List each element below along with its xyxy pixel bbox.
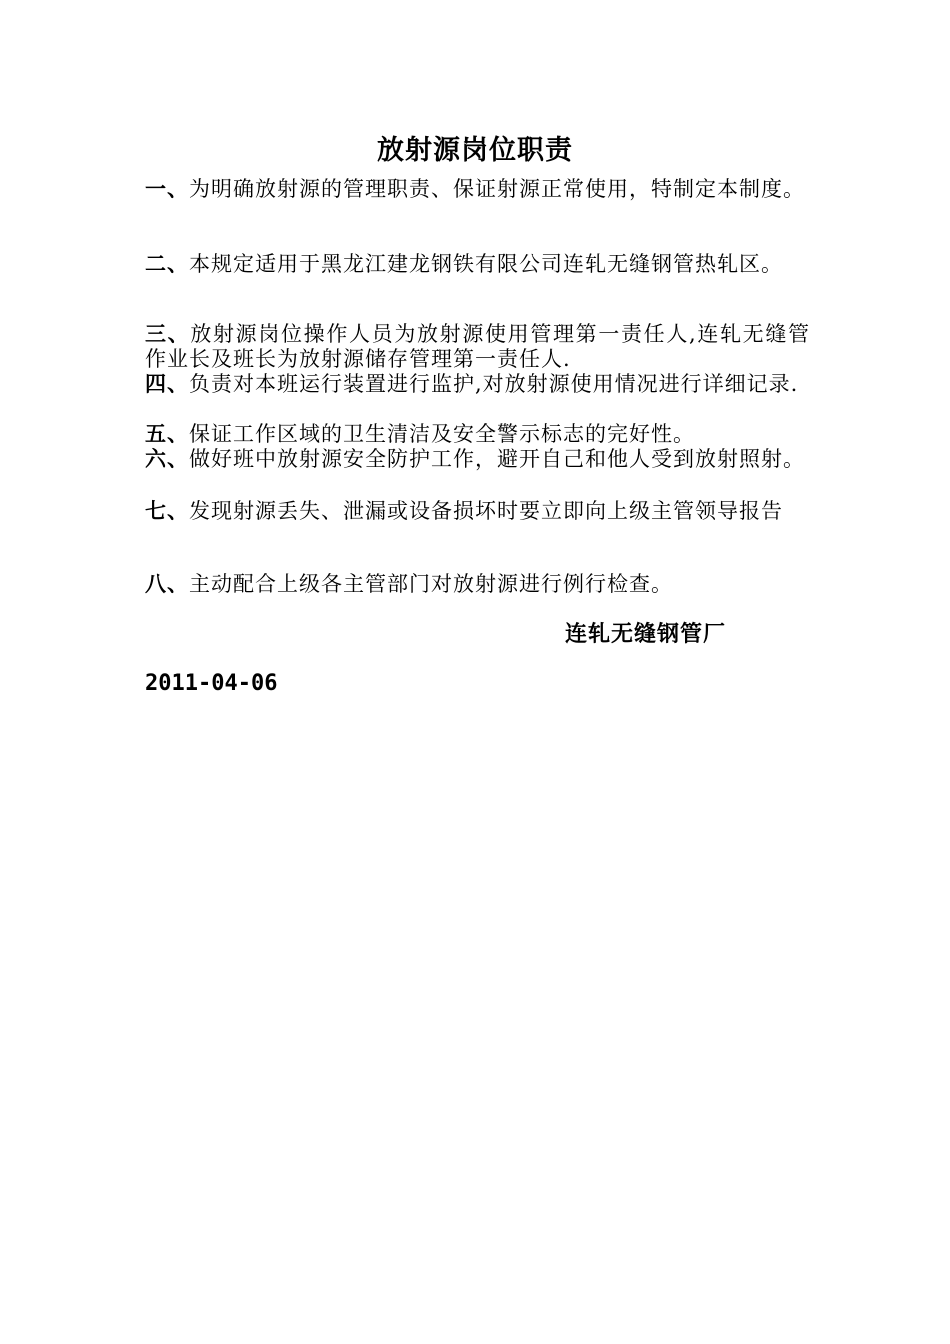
clause-4 [145, 371, 810, 397]
clause-6 [145, 446, 810, 472]
clause-text: 负责对本班运行装置进行监护,对放射源使用情况进行详细记录. [189, 372, 799, 396]
clause-text: 发现射源丢失、泄漏或设备损坏时要立即向上级主管领导报告 [189, 499, 783, 523]
clause-text: 为明确放射源的管理职责、保证射源正常使用，特制定本制度。 [189, 177, 805, 201]
clause-number: 五、 [145, 421, 189, 446]
clause-5 [145, 421, 810, 447]
clause-number: 四、 [145, 371, 189, 396]
document-title: 放射源岗位职责 [377, 135, 573, 166]
clause-text: 主动配合上级各主管部门对放射源进行例行检查。 [189, 572, 673, 596]
clause-number: 三、 [145, 321, 191, 346]
clause-number: 八、 [145, 571, 189, 596]
clause-number: 六、 [145, 446, 189, 471]
clause-number: 一、 [145, 176, 189, 201]
clause-text: 本规定适用于黑龙江建龙钢铁有限公司连轧无缝钢管热轧区。 [189, 252, 783, 276]
clause-text: 放射源岗位操作人员为放射源使用管理第一责任人,连轧无缝管作业长及班长为放射源储存管理第一责任人. [145, 322, 810, 371]
signature-organization: 连轧无缝钢管厂 [565, 621, 727, 647]
clause-1 [145, 170, 810, 208]
clause-text: 做好班中放射源安全防护工作，避开自己和他人受到放射照射。 [189, 447, 805, 471]
clause-7 [145, 492, 810, 530]
clause-text: 保证工作区域的卫生清洁及安全警示标志的完好性。 [189, 422, 695, 446]
clause-2 [145, 245, 810, 283]
clause-3 [145, 321, 810, 372]
document-date: 2011-04-06 [145, 671, 278, 696]
clause-number: 二、 [145, 251, 189, 276]
clause-number: 七、 [145, 498, 189, 523]
clause-8 [145, 565, 810, 603]
